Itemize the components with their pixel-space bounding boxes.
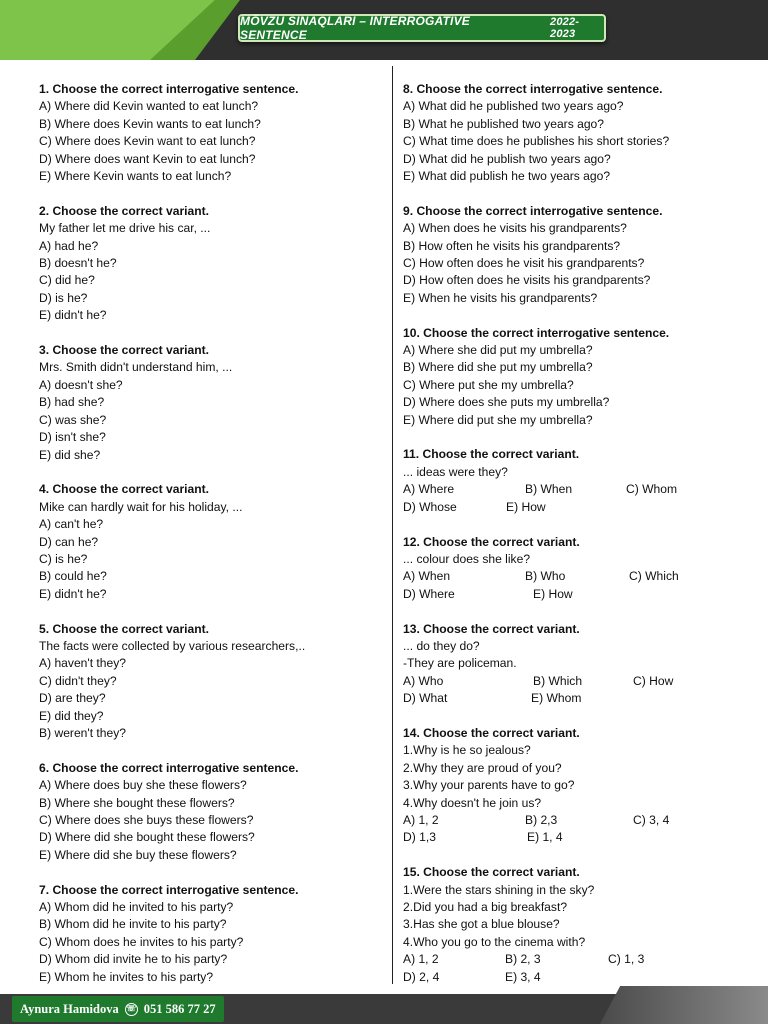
option-d: D) Where did she bought these flowers? xyxy=(39,830,255,845)
option-c: C) Where does she buys these flowers? xyxy=(39,812,254,827)
question-prompt: My father let me drive his car, ... xyxy=(39,221,211,236)
option: D) 1,3 xyxy=(403,830,436,845)
footer-accent-shape xyxy=(600,986,768,1024)
option: B) 2, 3 xyxy=(505,952,541,967)
option: C) 1, 3 xyxy=(608,952,645,967)
question-title: 7. Choose the correct interrogative sentence. xyxy=(39,882,299,897)
option: A) Who xyxy=(403,673,444,688)
option-e: E) Where Kevin wants to eat lunch? xyxy=(39,169,232,184)
question-title: 11. Choose the correct variant. xyxy=(403,447,580,462)
question-1 xyxy=(39,81,384,185)
question-9 xyxy=(403,203,753,307)
question-15 xyxy=(403,864,753,986)
author-badge xyxy=(12,996,224,1022)
question-8 xyxy=(403,81,753,185)
question-prompt: ... colour does she like? xyxy=(403,551,531,566)
option-a: A) Where she did put my umbrella? xyxy=(403,343,593,358)
option-e: E) What did publish he two years ago? xyxy=(403,169,611,184)
option-c: C) Where put she my umbrella? xyxy=(403,377,574,392)
option-d: D) Where does she puts my umbrella? xyxy=(403,395,610,410)
option: E) did they? xyxy=(39,708,104,723)
option: E) did she? xyxy=(39,447,101,462)
question-10 xyxy=(403,325,753,429)
option: B) weren't they? xyxy=(39,725,127,740)
option-e: E) Where did put she my umbrella? xyxy=(403,412,593,427)
option: D) is he? xyxy=(39,290,88,305)
option: C) Which xyxy=(629,569,679,584)
option-e: E) Whom he invites to his party? xyxy=(39,969,214,984)
option-c: C) How often does he visit his grandparents? xyxy=(403,256,645,271)
option: B) 2,3 xyxy=(525,812,558,827)
option: E) didn't he? xyxy=(39,308,107,323)
option: C) was she? xyxy=(39,412,107,427)
options-row xyxy=(403,586,753,603)
options-row xyxy=(403,673,753,690)
statement: 4.Who you go to the cinema with? xyxy=(403,934,586,949)
option-b: B) Whom did he invite to his party? xyxy=(39,917,227,932)
question-4 xyxy=(39,481,384,603)
option-c: C) Where does Kevin want to eat lunch? xyxy=(39,134,256,149)
option: B) Which xyxy=(533,673,583,688)
option: E) 1, 4 xyxy=(527,830,563,845)
option: A) When xyxy=(403,569,451,584)
statement: 2.Why they are proud of you? xyxy=(403,760,562,775)
question-title: 6. Choose the correct interrogative sentence. xyxy=(39,760,299,775)
question-title: 15. Choose the correct variant. xyxy=(403,865,580,880)
statement: 1.Why is he so jealous? xyxy=(403,743,531,758)
question-2 xyxy=(39,203,384,325)
options-row xyxy=(403,829,753,846)
page-year: 2022-2023 xyxy=(550,16,580,40)
option-d: D) Where does want Kevin to eat lunch? xyxy=(39,151,256,166)
statement: 3.Why your parents have to go? xyxy=(403,778,575,793)
option: B) When xyxy=(525,482,573,497)
option: E) How xyxy=(506,499,546,514)
options-row xyxy=(403,568,753,585)
option: A) can't he? xyxy=(39,517,104,532)
option-a: A) Where did Kevin wanted to eat lunch? xyxy=(39,99,259,114)
question-7 xyxy=(39,882,384,986)
question-title: 1. Choose the correct interrogative sentence. xyxy=(39,82,299,96)
option: E) How xyxy=(533,586,573,601)
option: A) Where xyxy=(403,482,455,497)
options-row xyxy=(403,951,753,968)
options-row xyxy=(403,969,753,986)
option-c: C) What time does he publishes his short stories? xyxy=(403,134,670,149)
option-d: D) How often does he visits his grandparents? xyxy=(403,273,651,288)
option-e: E) When he visits his grandparents? xyxy=(403,290,598,305)
page-title-text: MÖVZU SINAQLARI – INTERROGATIVE SENTENCE xyxy=(240,14,470,42)
statement: 4.Why doesn't he join us? xyxy=(403,795,542,810)
option: C) How xyxy=(633,673,674,688)
option: D) can he? xyxy=(39,534,99,549)
option-a: A) When does he visits his grandparents? xyxy=(403,221,627,236)
option: E) 3, 4 xyxy=(505,969,541,984)
option: B) doesn't he? xyxy=(39,256,117,271)
option-d: D) Whom did invite he to his party? xyxy=(39,952,228,967)
option-b: B) How often he visits his grandparents? xyxy=(403,238,621,253)
option: A) doesn't she? xyxy=(39,377,123,392)
statement: 2.Did you had a big breakfast? xyxy=(403,899,568,914)
question-title: 13. Choose the correct variant. xyxy=(403,621,580,636)
question-6 xyxy=(39,760,384,864)
option-a: A) What did he published two years ago? xyxy=(403,99,624,114)
option: A) 1, 2 xyxy=(403,952,439,967)
question-prompt: ... ideas were they? xyxy=(403,464,508,479)
option-d: D) What did he publish two years ago? xyxy=(403,151,611,166)
option-c: C) Whom does he invites to his party? xyxy=(39,934,244,949)
question-title: 14. Choose the correct variant. xyxy=(403,725,580,740)
option: A) had he? xyxy=(39,238,99,253)
options-row xyxy=(403,481,753,498)
option-b: B) What he published two years ago? xyxy=(403,116,605,131)
question-title: 4. Choose the correct variant. xyxy=(39,482,210,497)
options-row xyxy=(403,690,753,707)
page-title xyxy=(238,14,606,42)
question-3 xyxy=(39,342,384,464)
option: B) could he? xyxy=(39,569,107,584)
question-5 xyxy=(39,621,384,743)
question-14 xyxy=(403,725,753,847)
option: E) Whom xyxy=(531,691,582,706)
question-title: 9. Choose the correct interrogative sentence. xyxy=(403,203,663,218)
author-phone: 051 586 77 27 xyxy=(143,1001,216,1016)
option: A) haven't they? xyxy=(39,656,127,671)
option-b: B) Where did she put my umbrella? xyxy=(403,360,593,375)
option: D) isn't she? xyxy=(39,430,106,445)
statement: 3.Has she got a blue blouse? xyxy=(403,917,560,932)
option: D) Where xyxy=(403,586,455,601)
question-12 xyxy=(403,534,753,604)
option: D) 2, 4 xyxy=(403,969,440,984)
right-column xyxy=(403,81,753,1003)
question-title: 5. Choose the correct variant. xyxy=(39,621,210,636)
left-column xyxy=(39,81,384,1003)
option-a: A) Where does buy she these flowers? xyxy=(39,778,247,793)
option: B) Who xyxy=(525,569,566,584)
question-title: 10. Choose the correct interrogative sentence. xyxy=(403,325,670,340)
question-11 xyxy=(403,446,753,516)
option-e: E) Where did she buy these flowers? xyxy=(39,847,237,862)
option: D) Whose xyxy=(403,499,457,514)
option-a: A) Whom did he invited to his party? xyxy=(39,900,234,914)
option: C) is he? xyxy=(39,551,88,566)
option: D) What xyxy=(403,691,448,706)
options-row xyxy=(403,812,753,829)
statement: 1.Were the stars shining in the sky? xyxy=(403,882,595,897)
option: A) 1, 2 xyxy=(403,812,439,827)
option: B) had she? xyxy=(39,395,105,410)
question-title: 2. Choose the correct variant. xyxy=(39,203,210,218)
question-prompt-answer: -They are policeman. xyxy=(403,656,517,671)
question-title: 3. Choose the correct variant. xyxy=(39,343,210,358)
author-name: Aynura Hamidova xyxy=(20,1001,119,1016)
whatsapp-icon: ☏ xyxy=(125,1003,138,1016)
option: E) didn't he? xyxy=(39,586,107,601)
column-divider xyxy=(392,66,393,984)
option: C) did he? xyxy=(39,273,95,288)
option: C) didn't they? xyxy=(39,673,117,688)
question-prompt: ... do they do? xyxy=(403,638,480,653)
question-title: 12. Choose the correct variant. xyxy=(403,534,580,549)
option: C) Whom xyxy=(626,482,678,497)
option-b: B) Where does Kevin wants to eat lunch? xyxy=(39,116,261,131)
option: C) 3, 4 xyxy=(633,812,670,827)
option-b: B) Where she bought these flowers? xyxy=(39,795,235,810)
options-row xyxy=(403,499,753,516)
question-13 xyxy=(403,621,753,708)
option: D) are they? xyxy=(39,691,106,706)
question-prompt: Mike can hardly wait for his holiday, ... xyxy=(39,499,243,514)
question-title: 8. Choose the correct interrogative sentence. xyxy=(403,82,663,96)
question-prompt: The facts were collected by various researchers,.. xyxy=(39,638,306,653)
question-prompt: Mrs. Smith didn't understand him, ... xyxy=(39,360,233,375)
